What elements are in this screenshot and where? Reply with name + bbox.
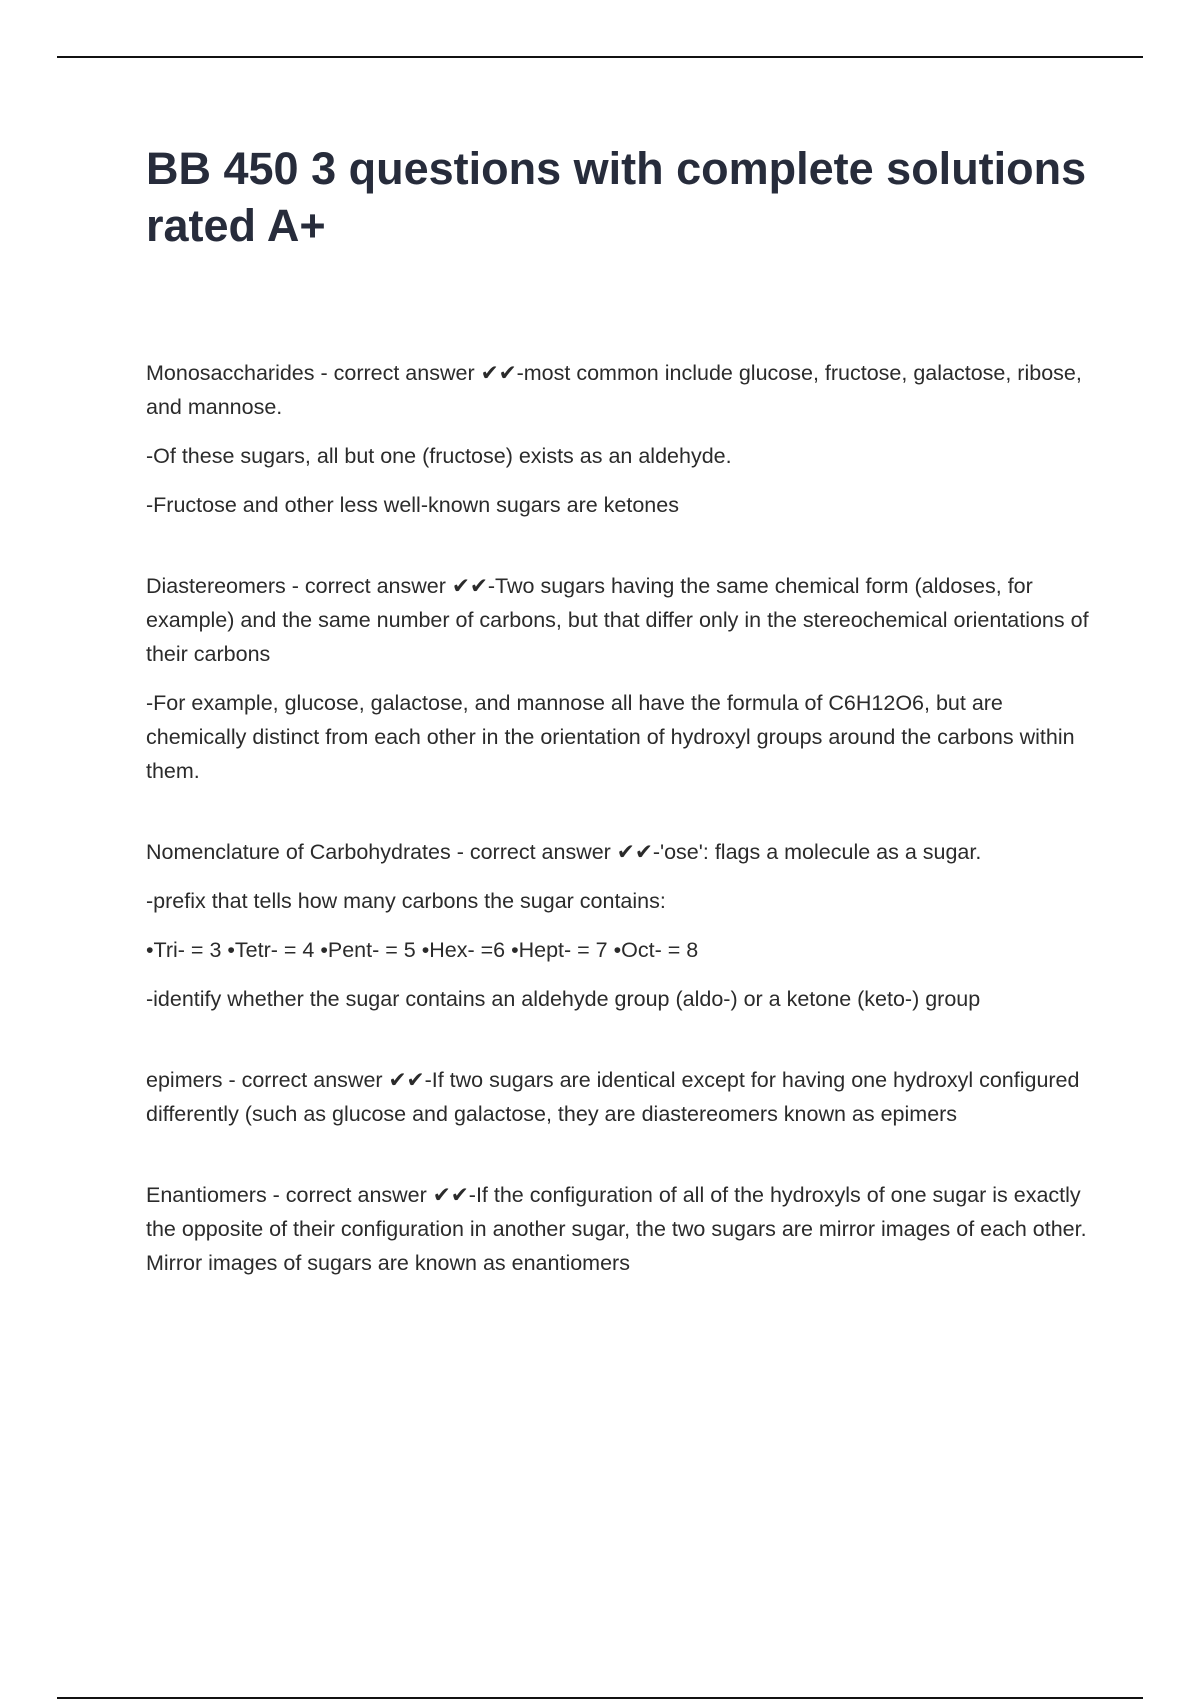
qa-answer-paragraph: epimers - correct answer ✔✔-If two sugars are identical except for having one hydroxyl configured differently (such as glucose and galactose, they are diastereomers known as epimers	[146, 1068, 1080, 1126]
bottom-divider	[57, 1697, 1143, 1699]
qa-answer-paragraph: Diastereomers - correct answer ✔✔-Two sugars having the same chemical form (aldoses, for example) and the same number of carbons, but that differ only in the stereochemical orientations of their carbons	[146, 574, 1089, 666]
qa-answer-paragraph: Enantiomers - correct answer ✔✔-If the configuration of all of the hydroxyls of one sugar is exactly the opposite of their configuration in another sugar, the two sugars are mirror images of each other. Mirror images of sugars are known as enantiomers	[146, 1183, 1087, 1275]
qa-entry-enantiomers	[146, 1178, 1096, 1280]
qa-answer-paragraph: •Tri- = 3 •Tetr- = 4 •Pent- = 5 •Hex- =6 •Hept- = 7 •Oct- = 8	[146, 938, 699, 962]
qa-answer-paragraph: -For example, glucose, galactose, and mannose all have the formula of C6H12O6, but are chemically distinct from each other in the orientation of hydroxyl groups around the carbons within them.	[146, 691, 1075, 783]
qa-answer-paragraph: Nomenclature of Carbohydrates - correct answer ✔✔-'ose': flags a molecule as a sugar.	[146, 840, 982, 864]
qa-answer-paragraph: -Fructose and other less well-known sugars are ketones	[146, 493, 679, 517]
qa-answer-paragraph: Monosaccharides - correct answer ✔✔-most common include glucose, fructose, galactose, ribose, and mannose.	[146, 361, 1082, 419]
qa-answer-paragraph: -identify whether the sugar contains an aldehyde group (aldo-) or a ketone (keto-) group	[146, 987, 981, 1011]
qa-list	[146, 356, 1096, 1280]
qa-entry-diastereomers	[146, 569, 1096, 788]
document-body	[146, 140, 1096, 1327]
qa-entry-monosaccharides	[146, 356, 1096, 522]
qa-answer-paragraph: -Of these sugars, all but one (fructose) exists as an aldehyde.	[146, 444, 732, 468]
document-title: BB 450 3 questions with complete solutions rated A+	[146, 143, 1087, 251]
qa-entry-nomenclature	[146, 835, 1096, 1016]
qa-entry-epimers	[146, 1063, 1096, 1131]
qa-answer-paragraph: -prefix that tells how many carbons the sugar contains:	[146, 889, 666, 913]
top-divider	[57, 56, 1143, 58]
